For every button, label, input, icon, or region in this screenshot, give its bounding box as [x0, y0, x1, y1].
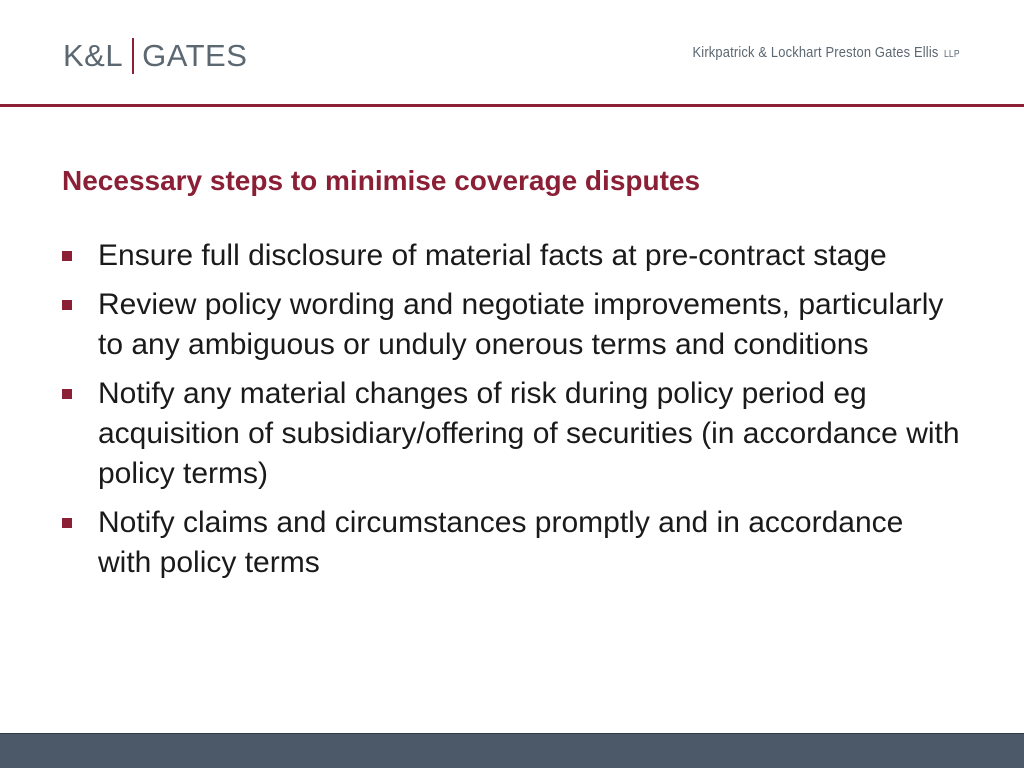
footer-bar: [0, 733, 1024, 768]
bullet-list: [62, 236, 962, 592]
square-bullet-icon: [62, 389, 72, 399]
bullet-text: Notify any material changes of risk during policy period eg acquisition of subsidiary/offering of securities (in accordance with policy terms): [98, 377, 960, 490]
square-bullet-icon: [62, 518, 72, 528]
square-bullet-icon: [62, 300, 72, 310]
firm-suffix: LLP: [944, 49, 960, 60]
bullet-text: Ensure full disclosure of material facts at pre-contract stage: [98, 239, 887, 272]
bullet-item: [62, 503, 962, 583]
bullet-item: [62, 236, 962, 276]
bullet-item: [62, 285, 962, 365]
slide-title: Necessary steps to minimise coverage disputes: [62, 165, 701, 196]
bullet-item: [62, 374, 962, 494]
firm-name-text: Kirkpatrick & Lockhart Preston Gates Ellis: [692, 44, 939, 61]
logo-divider: [132, 38, 134, 74]
header-divider-line: [0, 104, 1024, 107]
company-logo: [63, 36, 247, 76]
logo-right-text: GATES: [142, 38, 248, 73]
bullet-text: Review policy wording and negotiate improvements, particularly to any ambiguous or unduly onerous terms and conditions: [98, 288, 944, 361]
firm-full-name: [693, 44, 960, 61]
bullet-text: Notify claims and circumstances promptly and in accordance with policy terms: [98, 506, 904, 579]
square-bullet-icon: [62, 251, 72, 261]
logo-left-text: K&L: [63, 38, 124, 73]
